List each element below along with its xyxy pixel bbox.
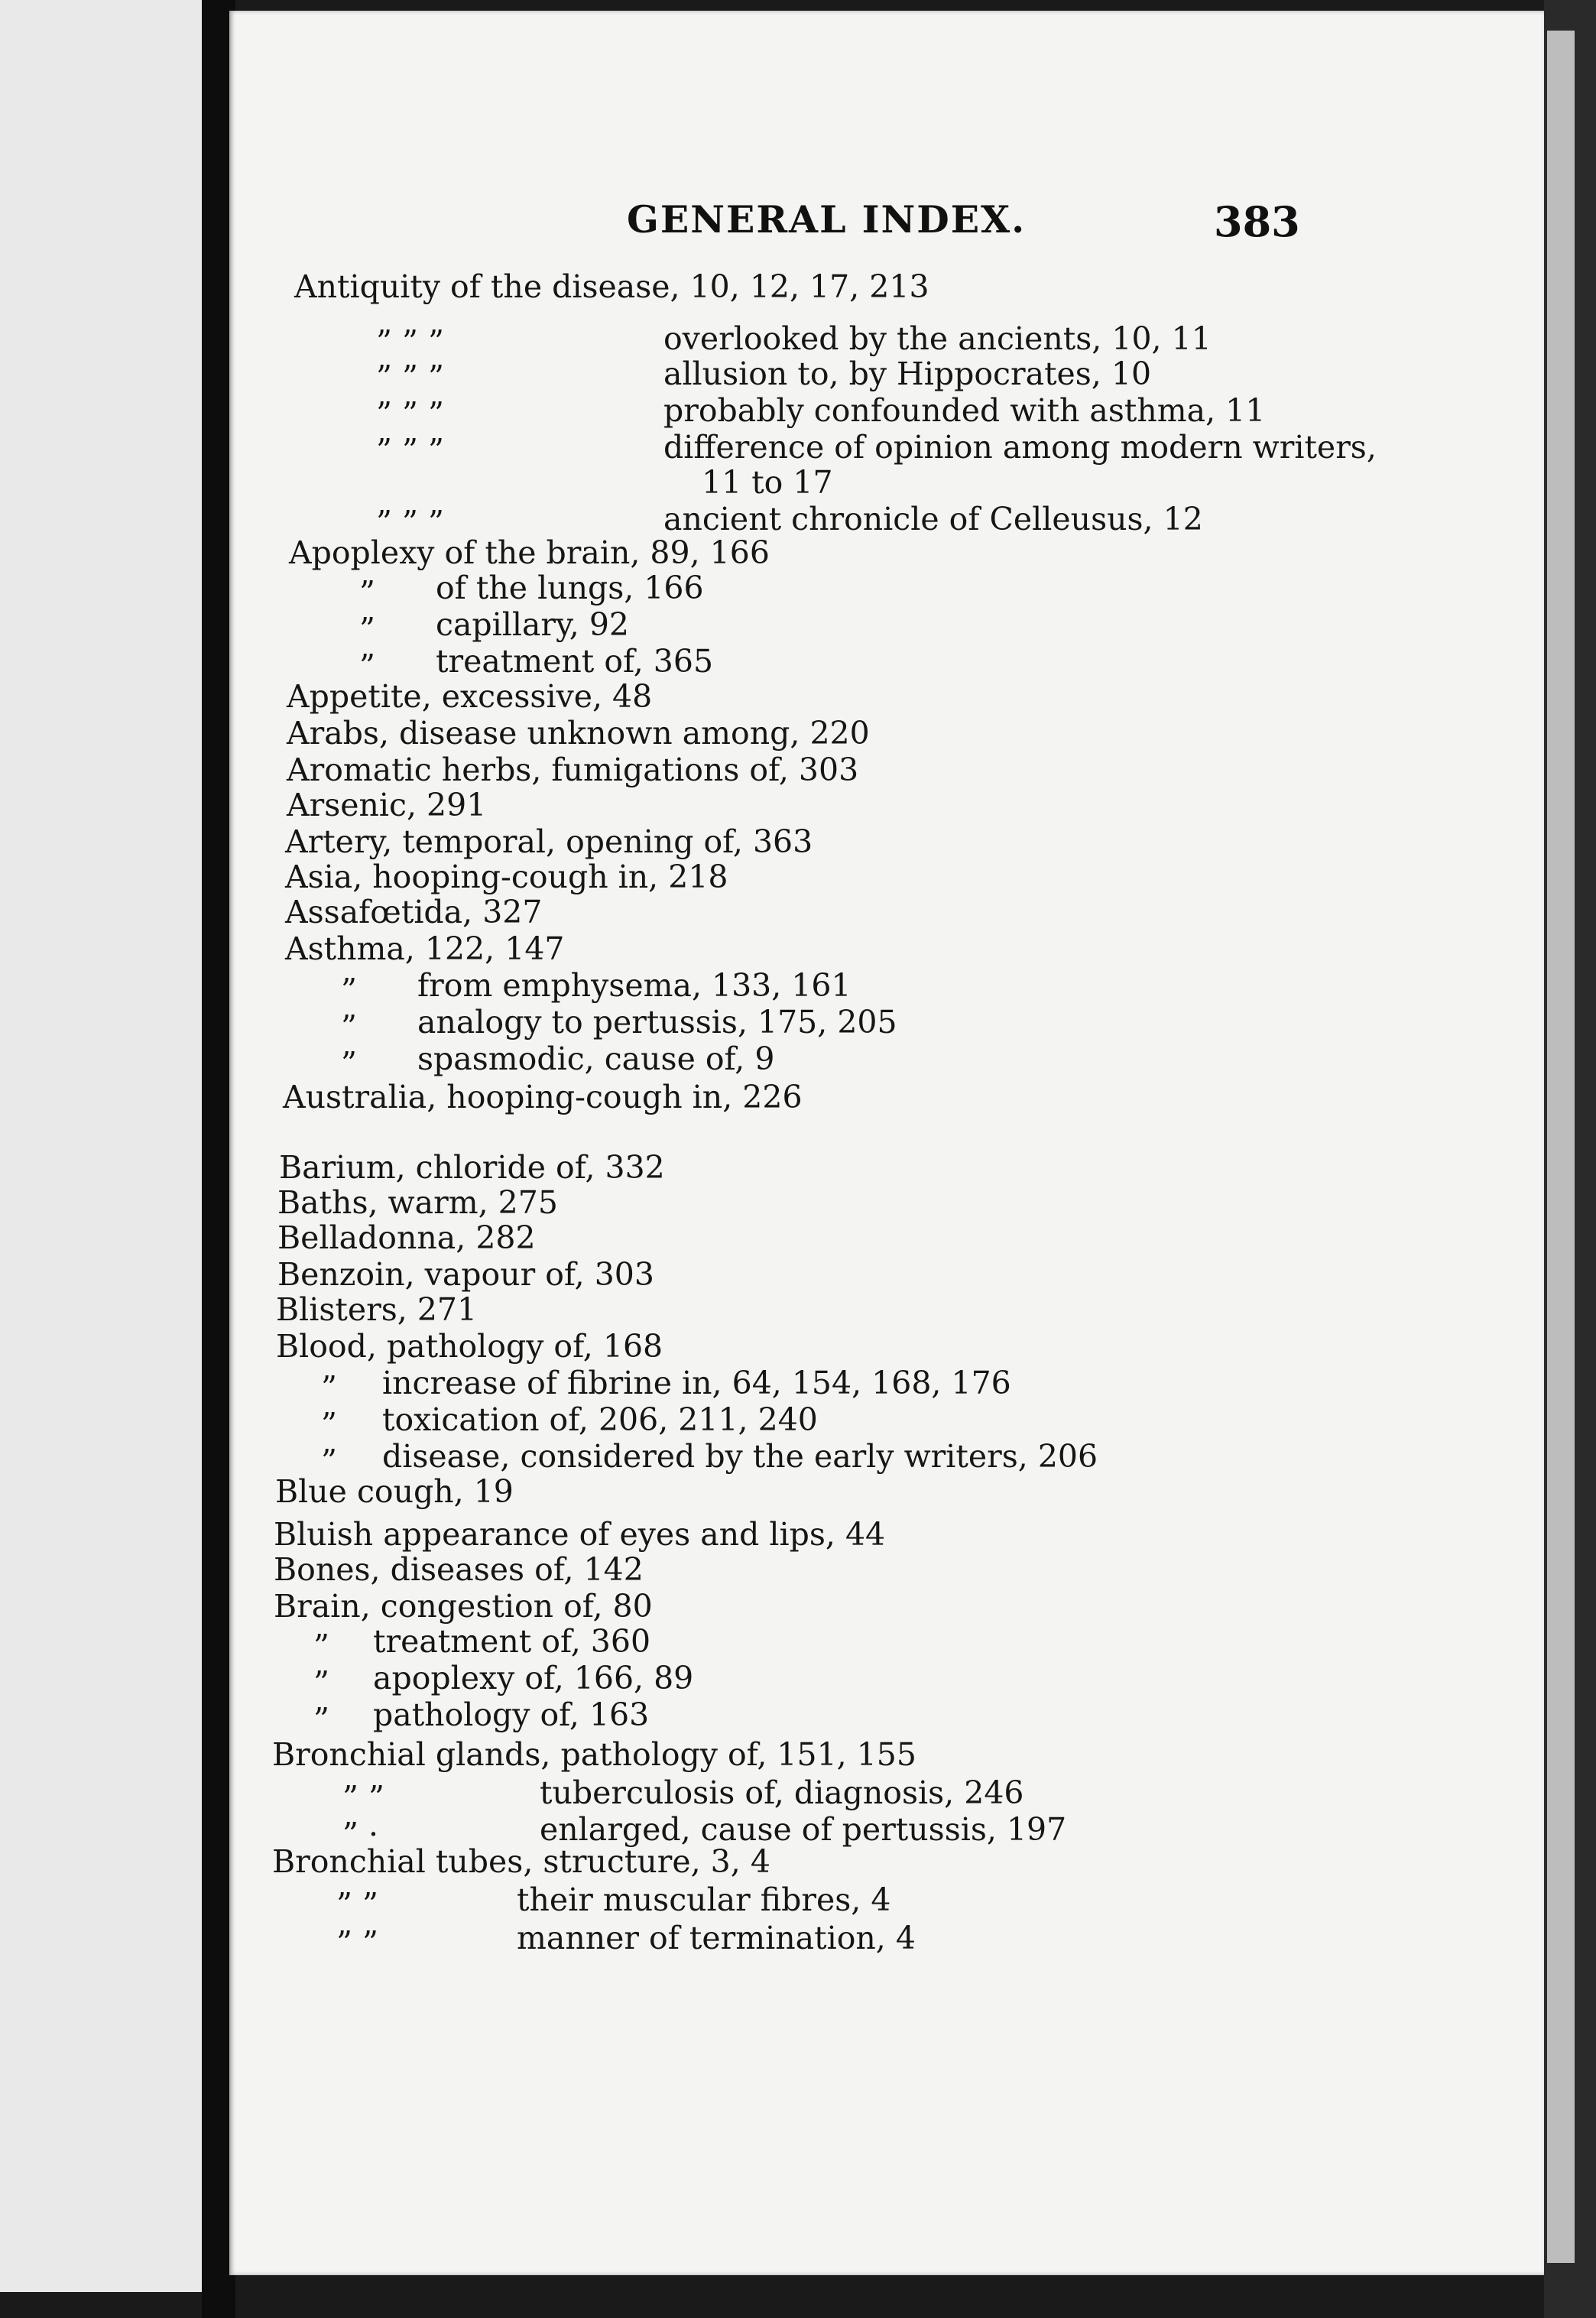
ditto-marks: ” ” ” — [376, 432, 444, 469]
index-entry: Arsenic, 291 — [287, 787, 487, 823]
index-subentry: treatment of, 360 — [373, 1623, 651, 1660]
index-entry: Blue cough, 19 — [275, 1473, 514, 1510]
index-entry: Apoplexy of the brain, 89, 166 — [289, 534, 770, 571]
ditto-marks: ” — [341, 972, 357, 1008]
index-entry: Assafœtida, 327 — [285, 894, 543, 930]
index-subentry: increase of fibrine in, 64, 154, 168, 176 — [382, 1365, 1011, 1401]
index-subentry: ancient chronicle of Celleusus, 12 — [663, 501, 1203, 537]
index-subentry: apoplexy of, 166, 89 — [373, 1660, 694, 1696]
ditto-marks: ” — [313, 1628, 329, 1664]
index-entry: Blood, pathology of, 168 — [276, 1328, 663, 1365]
ditto-marks: ” — [313, 1701, 329, 1738]
index-entry: Baths, warm, 275 — [277, 1184, 558, 1221]
index-entry: Aromatic herbs, fumigations of, 303 — [287, 752, 859, 788]
ditto-marks: ” ” ” — [376, 359, 444, 395]
index-subentry: allusion to, by Hippocrates, 10 — [663, 355, 1152, 392]
ditto-marks: ” — [321, 1406, 337, 1443]
index-subentry: spasmodic, cause of, 9 — [417, 1041, 775, 1077]
index-subentry: from emphysema, 133, 161 — [417, 967, 852, 1004]
index-entry: Benzoin, vapour of, 303 — [277, 1256, 654, 1293]
running-header: GENERAL INDEX. — [627, 197, 1027, 242]
index-subentry: pathology of, 163 — [373, 1696, 650, 1733]
ditto-marks: ” ” ” — [376, 323, 444, 360]
index-subentry: tuberculosis of, diagnosis, 246 — [540, 1774, 1024, 1811]
ditto-marks: ” — [359, 648, 375, 684]
ditto-marks: ” ” — [336, 1924, 378, 1961]
index-subentry: manner of termination, 4 — [517, 1920, 916, 1956]
index-entry: Bronchial glands, pathology of, 151, 155 — [272, 1736, 916, 1773]
index-subentry: difference of opinion among modern writers, — [663, 429, 1377, 466]
ditto-marks: ” ” ” — [376, 504, 444, 541]
index-entry: Brain, congestion of, 80 — [274, 1588, 653, 1625]
ditto-marks: ” — [359, 574, 375, 611]
ditto-marks: ” — [341, 1008, 357, 1045]
index-subentry: overlooked by the ancients, 10, 11 — [663, 320, 1212, 357]
ditto-marks: ” — [321, 1369, 337, 1406]
index-subentry: their muscular fibres, 4 — [517, 1881, 891, 1918]
index-entry: Bones, diseases of, 142 — [274, 1551, 644, 1588]
index-subentry: enlarged, cause of pertussis, 197 — [540, 1811, 1067, 1848]
index-subentry: capillary, 92 — [436, 606, 629, 643]
index-entry: Barium, chloride of, 332 — [279, 1149, 665, 1186]
index-subentry: probably confounded with asthma, 11 — [663, 392, 1266, 429]
index-entry: Asthma, 122, 147 — [285, 930, 565, 967]
index-entry: Blisters, 271 — [276, 1291, 478, 1328]
index-entry: Artery, temporal, opening of, 363 — [285, 823, 813, 860]
index-entry: Belladonna, 282 — [277, 1219, 536, 1256]
index-subentry: of the lungs, 166 — [436, 570, 704, 606]
page-number: 383 — [1214, 197, 1300, 246]
index-subentry: treatment of, 365 — [436, 643, 714, 680]
ditto-marks: ” — [321, 1443, 337, 1479]
ditto-marks: ” — [313, 1664, 329, 1701]
index-subentry-continuation: 11 to 17 — [702, 464, 833, 501]
index-entry: Appetite, excessive, 48 — [287, 678, 653, 715]
index-entry: Antiquity of the disease, 10, 12, 17, 213 — [294, 268, 929, 305]
ditto-marks: ” ” — [342, 1779, 384, 1816]
ditto-marks: ” ” — [336, 1886, 378, 1923]
index-subentry: toxication of, 206, 211, 240 — [382, 1401, 818, 1438]
index-entry: Bronchial tubes, structure, 3, 4 — [272, 1843, 770, 1880]
index-subentry: disease, considered by the early writers, 206 — [382, 1438, 1098, 1475]
index-entry: Arabs, disease unknown among, 220 — [287, 715, 870, 752]
ditto-marks: ” — [341, 1045, 357, 1082]
index-subentry: analogy to pertussis, 175, 205 — [417, 1004, 897, 1041]
index-entry: Asia, hooping-cough in, 218 — [285, 859, 728, 895]
ditto-marks: ” — [359, 611, 375, 648]
index-entry: Bluish appearance of eyes and lips, 44 — [274, 1516, 886, 1553]
ditto-marks: ” ” ” — [376, 395, 444, 432]
ditto-marks: ” · — [342, 1816, 379, 1852]
index-entry: Australia, hooping-cough in, 226 — [283, 1079, 803, 1115]
